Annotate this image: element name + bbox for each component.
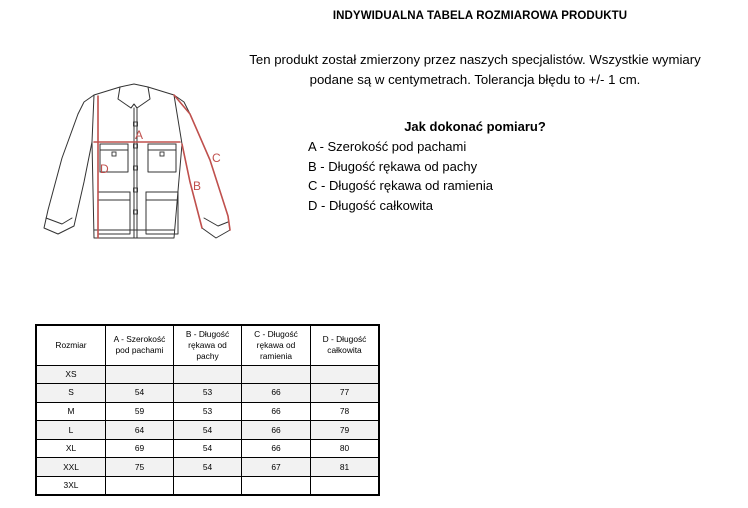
column-header-d: D - Długość całkowita	[311, 325, 380, 365]
cell-c: 66	[242, 384, 311, 403]
cell-size: XL	[36, 439, 106, 458]
cell-b: 53	[174, 384, 242, 403]
legend-item-d: D - Długość całkowita	[308, 197, 433, 213]
cell-b: 53	[174, 402, 242, 421]
cell-b: 54	[174, 458, 242, 477]
label-b: B	[193, 179, 202, 193]
cell-d: 79	[311, 421, 380, 440]
cell-c: 66	[242, 421, 311, 440]
cell-c	[242, 365, 311, 384]
size-table	[35, 324, 380, 496]
cell-c: 66	[242, 402, 311, 421]
jacket-measurement-diagram	[34, 78, 244, 248]
cell-b: 54	[174, 421, 242, 440]
legend-item-b: B - Długość rękawa od pachy	[308, 158, 478, 174]
jacket-outline	[44, 84, 230, 238]
cell-size: XS	[36, 365, 106, 384]
column-header-b: B - Długość rękawa od pachy	[174, 325, 242, 365]
label-c: C	[212, 151, 221, 165]
instructions-heading: Jak dokonać pomiaru?	[404, 119, 546, 134]
label-d: D	[100, 162, 109, 176]
cell-b	[174, 365, 242, 384]
table-row	[36, 384, 379, 403]
cell-b: 54	[174, 439, 242, 458]
table-row	[36, 458, 379, 477]
cell-c	[242, 477, 311, 496]
label-a: A	[135, 128, 144, 142]
measure-line-c	[174, 95, 230, 230]
page-title: INDYWIDUALNA TABELA ROZMIAROWA PRODUKTU	[332, 10, 628, 22]
table-row	[36, 365, 379, 384]
column-header-size: Rozmiar	[36, 325, 106, 365]
cell-a: 75	[106, 458, 174, 477]
description-line-1: Ten produkt został zmierzony przez naszych specjalistów. Wszystkie wymiary	[249, 52, 701, 67]
cell-size: 3XL	[36, 477, 106, 496]
cell-d	[311, 365, 380, 384]
table-row	[36, 439, 379, 458]
cell-size: S	[36, 384, 106, 403]
cell-d: 81	[311, 458, 380, 477]
measurement-legend	[308, 137, 493, 215]
cell-a	[106, 365, 174, 384]
product-description	[230, 50, 720, 90]
cell-d	[311, 477, 380, 496]
table-row	[36, 421, 379, 440]
cell-d: 78	[311, 402, 380, 421]
cell-d: 77	[311, 384, 380, 403]
column-header-c: C - Długość rękawa od ramienia	[242, 325, 311, 365]
cell-a	[106, 477, 174, 496]
cell-d: 80	[311, 439, 380, 458]
measurement-lines	[94, 95, 230, 238]
cell-size: L	[36, 421, 106, 440]
column-header-a: A - Szerokość pod pachami	[106, 325, 174, 365]
table-row	[36, 402, 379, 421]
cell-b	[174, 477, 242, 496]
legend-item-c: C - Długość rękawa od ramienia	[308, 178, 493, 193]
cell-a: 69	[106, 439, 174, 458]
legend-item-a: A - Szerokość pod pachami	[308, 139, 467, 154]
table-row	[36, 477, 379, 496]
cell-size: XXL	[36, 458, 106, 477]
table-header-row	[36, 325, 379, 365]
cell-size: M	[36, 402, 106, 421]
cell-c: 67	[242, 458, 311, 477]
cell-a: 59	[106, 402, 174, 421]
cell-a: 64	[106, 421, 174, 440]
cell-a: 54	[106, 384, 174, 403]
cell-c: 66	[242, 439, 311, 458]
description-line-2: podane są w centymetrach. Tolerancja błędu to +/- 1 cm.	[309, 72, 641, 87]
